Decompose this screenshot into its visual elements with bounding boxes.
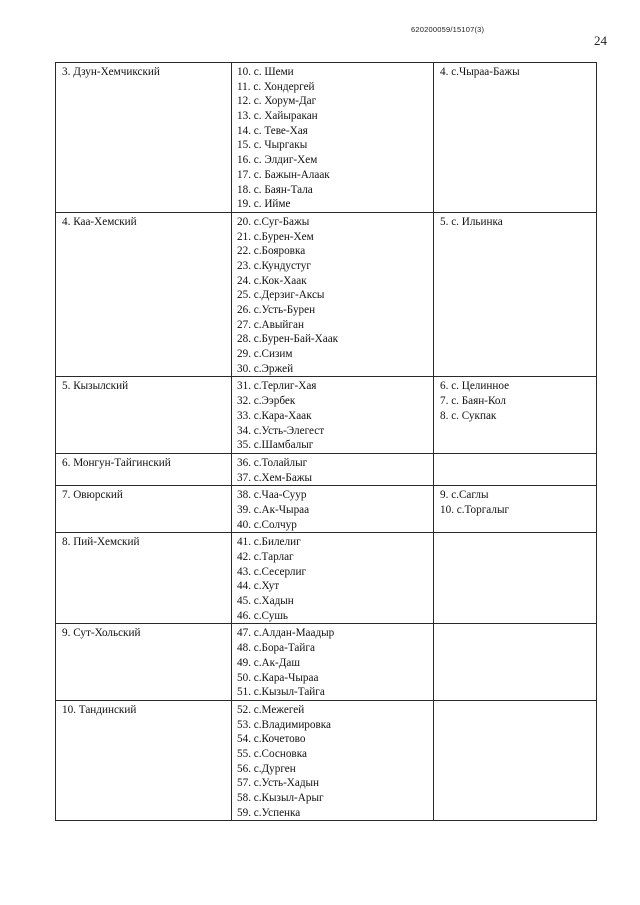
- extra-village-item: 6. с. Целинное: [440, 380, 510, 393]
- village-item: 36. с.Толайлыг: [237, 456, 308, 469]
- village-item: 55. с.Сосновка: [237, 747, 307, 760]
- district-name: 5. Кызылский: [62, 380, 129, 393]
- village-item: 53. с.Владимировка: [237, 718, 332, 731]
- village-item: 18. с. Баян-Тала: [237, 183, 313, 196]
- extra-village-item: 4. с.Чыраа-Бажы: [440, 66, 520, 78]
- village-item: 44. с.Хут: [237, 580, 280, 593]
- district-name: 7. Овюрский: [62, 489, 123, 502]
- extra-villages-cell: [434, 63, 597, 213]
- extra-villages-cell: [434, 212, 597, 377]
- village-item: 37. с.Хем-Бажы: [237, 471, 313, 484]
- village-item: 12. с. Хорум-Даг: [237, 95, 317, 108]
- village-item: 54. с.Кочетово: [237, 733, 306, 746]
- village-item: 31. с.Терлиг-Хая: [237, 380, 317, 393]
- district-cell: [56, 63, 232, 213]
- village-item: 47. с.Алдан-Маадыр: [237, 627, 335, 640]
- village-item: 42. с.Тарлаг: [237, 551, 294, 563]
- table-row: [56, 212, 597, 377]
- village-item: 25. с.Дерзиг-Аксы: [237, 289, 325, 302]
- village-item: 28. с.Бурен-Бай-Хаак: [237, 333, 339, 346]
- table-row: [56, 533, 597, 624]
- villages-cell: [232, 533, 434, 624]
- village-item: 23. с.Кундустуг: [237, 259, 311, 272]
- district-cell: [56, 212, 232, 377]
- village-item: 15. с. Чыргакы: [237, 139, 308, 152]
- village-item: 52. с.Межегей: [237, 703, 305, 716]
- village-item: 49. с.Ак-Даш: [237, 656, 300, 669]
- village-item: 11. с. Хондергей: [237, 80, 315, 93]
- extra-villages-cell: [434, 486, 597, 533]
- districts-table: [55, 62, 597, 821]
- extra-village-item: 10. с.Торгалыг: [440, 503, 510, 516]
- villages-cell: [232, 624, 434, 700]
- village-item: 41. с.Билелиг: [237, 536, 301, 549]
- villages-cell: [232, 212, 434, 377]
- village-item: 58. с.Кызыл-Арыг: [237, 792, 324, 804]
- extra-villages-cell: [434, 700, 597, 821]
- table-row: [56, 486, 597, 533]
- village-item: 32. с.Ээрбек: [237, 395, 296, 408]
- extra-villages-cell: [434, 533, 597, 624]
- village-item: 39. с.Ак-Чыраа: [237, 503, 310, 516]
- village-item: 29. с.Сизим: [237, 348, 293, 361]
- page-number: 24: [594, 33, 607, 48]
- village-item: 43. с.Сесерлиг: [237, 565, 307, 578]
- table-row: [56, 700, 597, 821]
- villages-cell: [232, 377, 434, 453]
- district-cell: [56, 377, 232, 453]
- district-name: 8. Пий-Хемский: [62, 536, 140, 549]
- table-row: [56, 453, 597, 485]
- village-item: 56. с.Дурген: [237, 762, 296, 775]
- table-body: [56, 63, 597, 821]
- table-row: [56, 377, 597, 453]
- extra-villages-cell: [434, 377, 597, 453]
- village-item: 21. с.Бурен-Хем: [237, 230, 314, 243]
- village-item: 33. с.Кара-Хаак: [237, 409, 312, 422]
- village-item: 40. с.Солчур: [237, 518, 297, 531]
- extra-village-item: 7. с. Баян-Кол: [440, 395, 506, 408]
- village-item: 14. с. Теве-Хая: [237, 124, 308, 137]
- village-item: 57. с.Усть-Хадын: [237, 777, 320, 790]
- village-item: 38. с.Чаа-Суур: [237, 489, 307, 502]
- village-item: 13. с. Хайыракан: [237, 110, 318, 123]
- village-item: 35. с.Шамбалыг: [237, 439, 314, 452]
- village-item: 22. с.Бояровка: [237, 245, 306, 258]
- village-item: 10. с. Шеми: [237, 66, 294, 78]
- district-name: 10. Тандинский: [62, 703, 137, 716]
- village-item: 17. с. Бажын-Алаак: [237, 168, 330, 181]
- village-item: 59. с.Успенка: [237, 806, 301, 819]
- village-item: 27. с.Авыйган: [237, 318, 304, 331]
- district-name: 9. Сут-Хольский: [62, 627, 141, 640]
- village-item: 45. с.Хадын: [237, 595, 294, 608]
- village-item: 24. с.Кок-Хаак: [237, 274, 307, 287]
- villages-cell: [232, 486, 434, 533]
- district-cell: [56, 624, 232, 700]
- district-cell: [56, 700, 232, 821]
- village-item: 16. с. Элдиг-Хем: [237, 154, 318, 167]
- village-item: 26. с.Усть-Бурен: [237, 304, 316, 316]
- district-name: 6. Монгун-Тайгинский: [62, 456, 171, 469]
- extra-village-item: 9. с.Саглы: [440, 489, 489, 502]
- villages-cell: [232, 700, 434, 821]
- extra-villages-cell: [434, 453, 597, 485]
- villages-cell: [232, 453, 434, 485]
- extra-village-item: 8. с. Сукпак: [440, 409, 497, 422]
- extra-village-item: 5. с. Ильинка: [440, 215, 503, 228]
- district-name: 4. Каа-Хемский: [62, 215, 137, 228]
- village-item: 46. с.Сушь: [237, 609, 289, 622]
- district-cell: [56, 533, 232, 624]
- document-code: 620200059/15107(3): [411, 25, 485, 34]
- village-item: 20. с.Суг-Бажы: [237, 215, 310, 228]
- table-row: [56, 63, 597, 213]
- district-cell: [56, 486, 232, 533]
- village-item: 48. с.Бора-Тайга: [237, 642, 315, 655]
- village-item: 50. с.Кара-Чыраа: [237, 671, 319, 684]
- district-name: 3. Дзун-Хемчикский: [62, 66, 160, 78]
- district-cell: [56, 453, 232, 485]
- village-item: 51. с.Кызыл-Тайга: [237, 686, 325, 699]
- extra-villages-cell: [434, 624, 597, 700]
- village-item: 19. с. Ийме: [237, 198, 291, 211]
- villages-cell: [232, 63, 434, 213]
- table-row: [56, 624, 597, 700]
- village-item: 30. с.Эржей: [237, 362, 294, 375]
- village-item: 34. с.Усть-Элегест: [237, 424, 325, 437]
